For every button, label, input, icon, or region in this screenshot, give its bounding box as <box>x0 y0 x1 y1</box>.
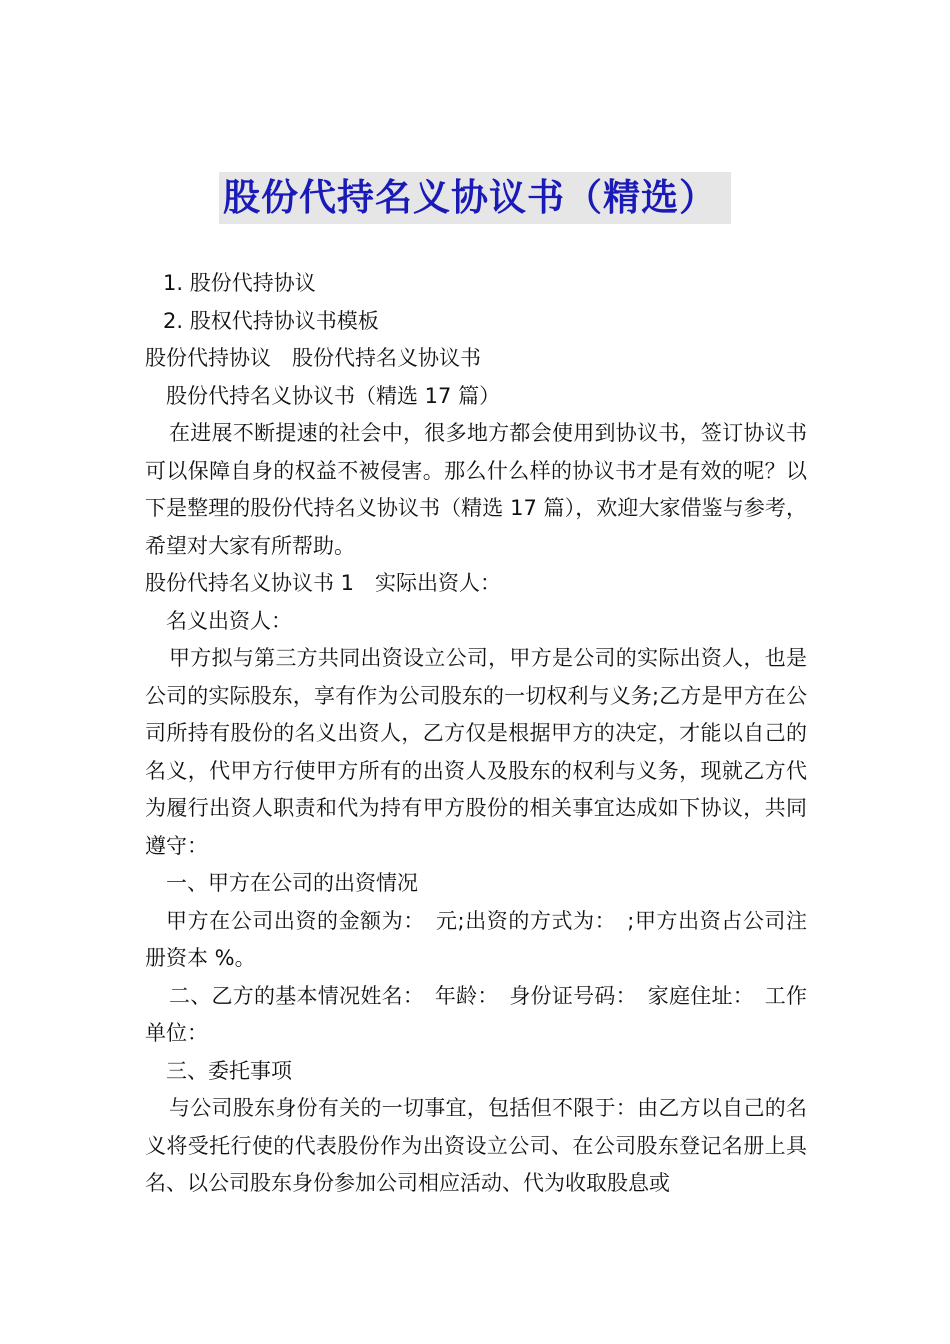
section-heading-1: 一、甲方在公司的出资情况 <box>166 871 418 895</box>
document-title: 股份代持名义协议书（精选） <box>219 172 731 224</box>
intro-paragraph: 在进展不断提速的社会中，很多地方都会使用到协议书，签订协议书可以保障自身的权益不被侵害。那么什么样的协议书才是有效的呢？以下是整理的股份代持名义协议书（精选 17 篇），欢迎大家借鉴与参考，希望对大家有所帮助。 <box>145 421 807 558</box>
title-container <box>0 172 950 224</box>
section-heading-3: 三、委托事项 <box>166 1058 292 1083</box>
subhead-line: 股份代持协议 股份代持名义协议书 <box>145 346 481 370</box>
section1-line: 股份代持名义协议书 1 实际出资人： <box>145 571 502 595</box>
background-paragraph: 甲方拟与第三方共同出资设立公司，甲方是公司的实际出资人，也是公司的实际股东，享有作为公司股东的一切权利与义务;乙方是甲方在公司所持有股份的名义出资人，乙方仅是根据甲方的决定，才能以自己的名义，代甲方行使甲方所有的出资人及股东的权利与义务，现就乙方代为履行出资人职责和代为持有甲方股份的相关事宜达成如下协议，共同遵守： <box>145 646 807 858</box>
document-body <box>145 265 807 1203</box>
party-b-paragraph: 二、乙方的基本情况姓名： 年龄： 身份证号码： 家庭住址： 工作单位： <box>145 983 807 1045</box>
entrust-paragraph: 与公司股东身份有关的一切事宜，包括但不限于：由乙方以自己的名义将受托行使的代表股份作为出资设立公司、在公司股东登记名册上具名、以公司股东身份参加公司相应活动、代为收取股息或 <box>145 1096 807 1195</box>
contribution-paragraph: 甲方在公司出资的金额为： 元;出资的方式为： ;甲方出资占公司注册资本 %。 <box>145 908 807 970</box>
toc-item-1: 1. 股份代持协议 <box>163 271 316 295</box>
nominal-investor-line: 名义出资人： <box>166 608 292 633</box>
doc-title-line: 股份代持名义协议书（精选 17 篇） <box>166 383 501 408</box>
toc-item-2: 2. 股权代持协议书模板 <box>163 308 379 333</box>
